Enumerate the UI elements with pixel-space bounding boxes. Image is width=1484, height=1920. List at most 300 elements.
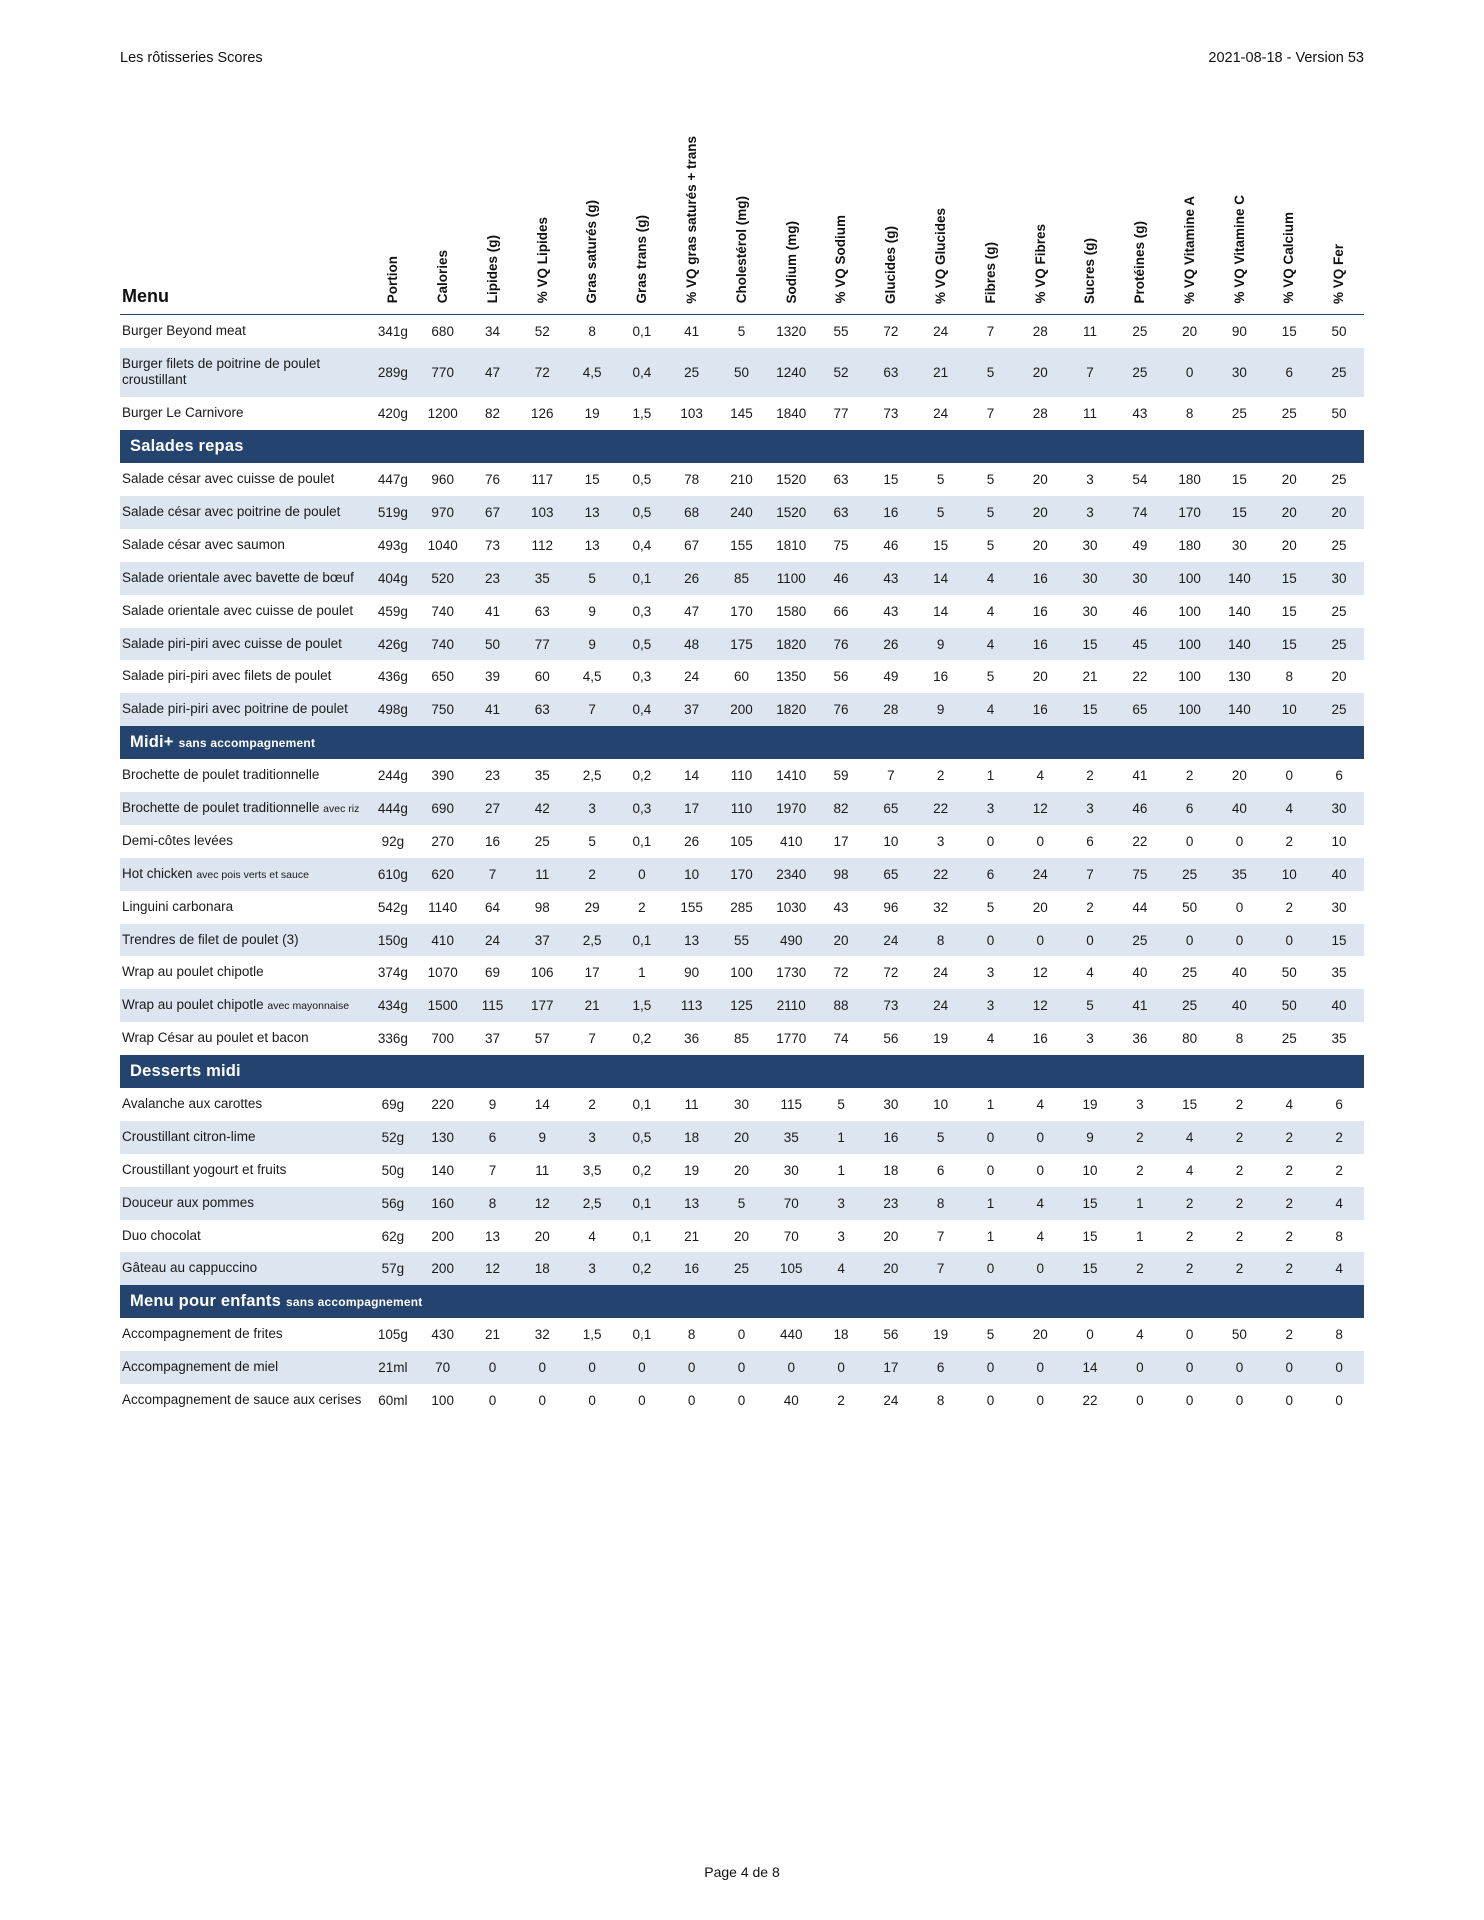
value-cell: 39 [468,660,518,693]
value-cell: 0 [966,1252,1016,1285]
value-cell: 100 [1165,628,1215,661]
value-cell: 63 [816,463,866,496]
value-cell: 85 [717,1022,767,1055]
value-cell: 285 [717,891,767,924]
table-row [120,1088,1364,1121]
value-cell: 70 [766,1187,816,1220]
value-cell: 1 [1115,1220,1165,1253]
value-cell: 0 [766,1351,816,1384]
value-cell: 56 [866,1022,916,1055]
column-header-label: Cholestérol (mg) [733,196,749,304]
value-cell: 126 [517,397,567,430]
table-row [120,891,1364,924]
value-cell: 2 [1215,1187,1265,1220]
value-cell: 20 [1015,463,1065,496]
item-name-cell [120,314,368,347]
value-cell: 21ml [368,1351,418,1384]
item-name: Accompagnement de miel [122,1359,279,1375]
item-name-cell [120,628,368,661]
value-cell: 30 [766,1154,816,1187]
value-cell: 1100 [766,562,816,595]
value-cell: 2 [1264,891,1314,924]
value-cell: 690 [418,792,468,825]
table-row [120,1318,1364,1351]
value-cell: 80 [1165,1022,1215,1055]
value-cell: 410 [418,924,468,957]
column-header-12 [966,136,1016,314]
value-cell: 4 [1314,1187,1364,1220]
page-footer: Page 4 de 8 [704,1864,780,1880]
value-cell: 10 [667,858,717,891]
value-cell: 13 [567,496,617,529]
value-cell: 17 [816,825,866,858]
value-cell: 4 [1165,1154,1215,1187]
value-cell: 2,5 [567,759,617,792]
value-cell: 341g [368,314,418,347]
value-cell: 1 [617,956,667,989]
value-cell: 2 [1264,1121,1314,1154]
value-cell: 73 [866,989,916,1022]
value-cell: 69g [368,1088,418,1121]
item-name: Croustillant citron-lime [122,1128,256,1144]
table-row [120,1220,1364,1253]
value-cell: 6 [1314,1088,1364,1121]
value-cell: 0 [468,1351,518,1384]
value-cell: 25 [667,348,717,398]
value-cell: 12 [517,1187,567,1220]
column-header-label: % VQ Vitamine A [1181,195,1197,304]
value-cell: 2 [916,759,966,792]
nutrition-table [120,136,1364,1417]
value-cell: 32 [916,891,966,924]
value-cell: 60ml [368,1384,418,1417]
value-cell: 4 [966,693,1016,726]
value-cell: 40 [1215,792,1265,825]
value-cell: 112 [517,529,567,562]
value-cell: 430 [418,1318,468,1351]
value-cell: 420g [368,397,418,430]
value-cell: 24 [916,397,966,430]
value-cell: 15 [916,529,966,562]
table-row [120,693,1364,726]
value-cell: 0 [1165,924,1215,957]
value-cell: 50g [368,1154,418,1187]
value-cell: 1410 [766,759,816,792]
value-cell: 15 [866,463,916,496]
value-cell: 0,5 [617,628,667,661]
value-cell: 16 [468,825,518,858]
value-cell: 16 [667,1252,717,1285]
value-cell: 0 [1264,1351,1314,1384]
value-cell: 4 [1015,1220,1065,1253]
value-cell: 220 [418,1088,468,1121]
value-cell: 14 [916,562,966,595]
value-cell: 100 [1165,693,1215,726]
value-cell: 64 [468,891,518,924]
value-cell: 459g [368,595,418,628]
value-cell: 0 [966,1384,1016,1417]
column-header-label: % VQ gras saturés + trans [683,136,699,304]
item-name: Accompagnement de sauce aux cerises [122,1392,362,1408]
item-name: Croustillant yogourt et fruits [122,1161,287,1177]
value-cell: 40 [1115,956,1165,989]
value-cell: 9 [916,628,966,661]
value-cell: 9 [468,1088,518,1121]
value-cell: 65 [1115,693,1165,726]
value-cell: 0 [816,1351,866,1384]
value-cell: 19 [1065,1088,1115,1121]
value-cell: 21 [1065,660,1115,693]
table-row [120,595,1364,628]
item-name-qualifier: avec pois verts et sauce [196,868,309,881]
value-cell: 5 [966,891,1016,924]
value-cell: 20 [1314,496,1364,529]
value-cell: 0 [1264,924,1314,957]
value-cell: 77 [816,397,866,430]
value-cell: 47 [667,595,717,628]
value-cell: 50 [1264,989,1314,1022]
value-cell: 200 [418,1252,468,1285]
value-cell: 17 [667,792,717,825]
value-cell: 100 [418,1384,468,1417]
value-cell: 444g [368,792,418,825]
value-cell: 15 [1264,628,1314,661]
value-cell: 25 [1165,956,1215,989]
item-name: Accompagnement de frites [122,1326,283,1342]
value-cell: 26 [667,562,717,595]
table-row [120,1384,1364,1417]
value-cell: 11 [667,1088,717,1121]
item-name-cell [120,693,368,726]
value-cell: 25 [1215,397,1265,430]
header-version: 2021-08-18 - Version 53 [1208,50,1364,66]
value-cell: 0,5 [617,496,667,529]
value-cell: 1820 [766,693,816,726]
value-cell: 7 [1065,858,1115,891]
value-cell: 78 [667,463,717,496]
value-cell: 35 [766,1121,816,1154]
value-cell: 11 [517,1154,567,1187]
value-cell: 35 [517,759,567,792]
table-row [120,463,1364,496]
value-cell: 15 [1065,1187,1115,1220]
value-cell: 4 [1015,759,1065,792]
section-title: Midi+ [130,733,174,752]
item-name: Avalanche aux carottes [122,1096,263,1112]
value-cell: 7 [1065,348,1115,398]
item-name-cell [120,1318,368,1351]
table-row [120,858,1364,891]
value-cell: 19 [567,397,617,430]
value-cell: 59 [816,759,866,792]
value-cell: 40 [1215,989,1265,1022]
value-cell: 0 [617,1351,667,1384]
value-cell: 0 [667,1351,717,1384]
value-cell: 110 [717,759,767,792]
value-cell: 0 [966,1121,1016,1154]
value-cell: 4,5 [567,348,617,398]
value-cell: 24 [1015,858,1065,891]
value-cell: 24 [468,924,518,957]
value-cell: 4 [816,1252,866,1285]
table-row [120,1022,1364,1055]
value-cell: 24 [916,989,966,1022]
value-cell: 680 [418,314,468,347]
value-cell: 22 [1115,825,1165,858]
table-row [120,496,1364,529]
item-name-cell [120,792,368,825]
value-cell: 519g [368,496,418,529]
value-cell: 72 [816,956,866,989]
value-cell: 2 [567,858,617,891]
value-cell: 498g [368,693,418,726]
value-cell: 0,1 [617,562,667,595]
value-cell: 63 [866,348,916,398]
value-cell: 336g [368,1022,418,1055]
value-cell: 130 [418,1121,468,1154]
value-cell: 22 [916,858,966,891]
value-cell: 1240 [766,348,816,398]
section-title-cell [120,726,1364,759]
item-name: Burger filets de poitrine de poulet croustillant [122,355,321,388]
table-row [120,397,1364,430]
value-cell: 46 [1115,595,1165,628]
section-header-row [120,430,1364,463]
value-cell: 70 [418,1351,468,1384]
value-cell: 150g [368,924,418,957]
column-header-label: Fibres (g) [982,242,998,304]
value-cell: 4 [1314,1252,1364,1285]
value-cell: 18 [866,1154,916,1187]
value-cell: 25 [1264,397,1314,430]
value-cell: 22 [1065,1384,1115,1417]
value-cell: 374g [368,956,418,989]
value-cell: 9 [567,628,617,661]
value-cell: 42 [517,792,567,825]
value-cell: 4 [966,562,1016,595]
item-name-cell [120,1088,368,1121]
value-cell: 0 [1165,1384,1215,1417]
item-name-cell [120,1252,368,1285]
table-header [120,136,1364,314]
table-row [120,825,1364,858]
value-cell: 1,5 [617,397,667,430]
value-cell: 2 [1215,1220,1265,1253]
value-cell: 6 [1065,825,1115,858]
value-cell: 493g [368,529,418,562]
value-cell: 3 [1065,1022,1115,1055]
value-cell: 0 [1165,1351,1215,1384]
value-cell: 5 [966,496,1016,529]
value-cell: 770 [418,348,468,398]
value-cell: 0 [1165,1318,1215,1351]
value-cell: 20 [717,1121,767,1154]
value-cell: 1 [966,1187,1016,1220]
value-cell: 105g [368,1318,418,1351]
value-cell: 85 [717,562,767,595]
value-cell: 7 [916,1252,966,1285]
column-header-2 [468,136,518,314]
value-cell: 1040 [418,529,468,562]
value-cell: 67 [667,529,717,562]
value-cell: 20 [1015,496,1065,529]
value-cell: 5 [916,463,966,496]
value-cell: 103 [667,397,717,430]
value-cell: 2 [1215,1088,1265,1121]
value-cell: 3 [1115,1088,1165,1121]
column-header-5 [617,136,667,314]
value-cell: 7 [966,397,1016,430]
value-cell: 0 [617,1384,667,1417]
value-cell: 4 [1015,1088,1065,1121]
value-cell: 0 [1215,924,1265,957]
value-cell: 1500 [418,989,468,1022]
value-cell: 56 [866,1318,916,1351]
value-cell: 6 [468,1121,518,1154]
value-cell: 1350 [766,660,816,693]
value-cell: 66 [816,595,866,628]
value-cell: 20 [1165,314,1215,347]
value-cell: 21 [916,348,966,398]
value-cell: 0,1 [617,1220,667,1253]
value-cell: 4 [567,1220,617,1253]
value-cell: 7 [916,1220,966,1253]
column-header-1 [418,136,468,314]
value-cell: 240 [717,496,767,529]
value-cell: 0 [1215,825,1265,858]
value-cell: 2 [1165,1252,1215,1285]
value-cell: 0 [468,1384,518,1417]
item-name-cell [120,496,368,529]
value-cell: 0 [1015,1384,1065,1417]
value-cell: 15 [1215,463,1265,496]
value-cell: 25 [1314,529,1364,562]
value-cell: 140 [1215,628,1265,661]
value-cell: 1840 [766,397,816,430]
value-cell: 0 [1015,1121,1065,1154]
value-cell: 110 [717,792,767,825]
value-cell: 20 [1264,463,1314,496]
value-cell: 36 [1115,1022,1165,1055]
column-header-10 [866,136,916,314]
value-cell: 15 [1065,628,1115,661]
value-cell: 15 [1065,1252,1115,1285]
item-name: Salade piri-piri avec filets de poulet [122,668,332,684]
value-cell: 5 [916,496,966,529]
value-cell: 30 [1215,348,1265,398]
value-cell: 4 [1165,1121,1215,1154]
item-name: Burger Le Carnivore [122,405,244,421]
value-cell: 1730 [766,956,816,989]
value-cell: 3 [1065,463,1115,496]
item-name-cell [120,1022,368,1055]
value-cell: 0,5 [617,463,667,496]
value-cell: 10 [1314,825,1364,858]
item-name-cell [120,463,368,496]
value-cell: 106 [517,956,567,989]
value-cell: 542g [368,891,418,924]
value-cell: 0 [567,1384,617,1417]
value-cell: 0,1 [617,924,667,957]
value-cell: 9 [1065,1121,1115,1154]
value-cell: 74 [1115,496,1165,529]
value-cell: 155 [667,891,717,924]
value-cell: 40 [766,1384,816,1417]
value-cell: 0,5 [617,1121,667,1154]
item-name-cell [120,858,368,891]
value-cell: 2 [816,1384,866,1417]
value-cell: 2 [1065,759,1115,792]
column-header-label: % VQ Vitamine C [1231,195,1247,304]
value-cell: 5 [966,1318,1016,1351]
value-cell: 6 [1264,348,1314,398]
value-cell: 60 [717,660,767,693]
value-cell: 0 [966,1154,1016,1187]
column-header-8 [766,136,816,314]
item-name-cell [120,1351,368,1384]
column-header-13 [1015,136,1065,314]
value-cell: 0,3 [617,595,667,628]
value-cell: 19 [916,1318,966,1351]
value-cell: 73 [866,397,916,430]
value-cell: 20 [1015,891,1065,924]
value-cell: 5 [966,529,1016,562]
value-cell: 21 [468,1318,518,1351]
value-cell: 0,2 [617,1022,667,1055]
value-cell: 5 [966,463,1016,496]
value-cell: 57 [517,1022,567,1055]
value-cell: 20 [1015,529,1065,562]
value-cell: 25 [1314,693,1364,726]
value-cell: 103 [517,496,567,529]
value-cell: 4 [966,595,1016,628]
table-row [120,660,1364,693]
table-row [120,956,1364,989]
item-name-cell [120,1187,368,1220]
value-cell: 0,1 [617,825,667,858]
value-cell: 490 [766,924,816,957]
value-cell: 404g [368,562,418,595]
value-cell: 76 [816,628,866,661]
value-cell: 65 [866,792,916,825]
value-cell: 1520 [766,463,816,496]
section-title: Desserts midi [130,1062,241,1081]
value-cell: 1320 [766,314,816,347]
value-cell: 35 [517,562,567,595]
value-cell: 82 [816,792,866,825]
value-cell: 20 [866,1220,916,1253]
value-cell: 41 [468,693,518,726]
section-title: Salades repas [130,437,244,456]
value-cell: 3 [567,1121,617,1154]
value-cell: 145 [717,397,767,430]
value-cell: 620 [418,858,468,891]
value-cell: 46 [1115,792,1165,825]
value-cell: 20 [816,924,866,957]
value-cell: 43 [1115,397,1165,430]
value-cell: 140 [1215,693,1265,726]
value-cell: 20 [866,1252,916,1285]
value-cell: 16 [866,496,916,529]
table-row [120,759,1364,792]
value-cell: 30 [1215,529,1265,562]
value-cell: 46 [866,529,916,562]
item-name-cell [120,924,368,957]
section-header-row [120,1285,1364,1318]
column-header-7 [717,136,767,314]
value-cell: 16 [866,1121,916,1154]
value-cell: 210 [717,463,767,496]
